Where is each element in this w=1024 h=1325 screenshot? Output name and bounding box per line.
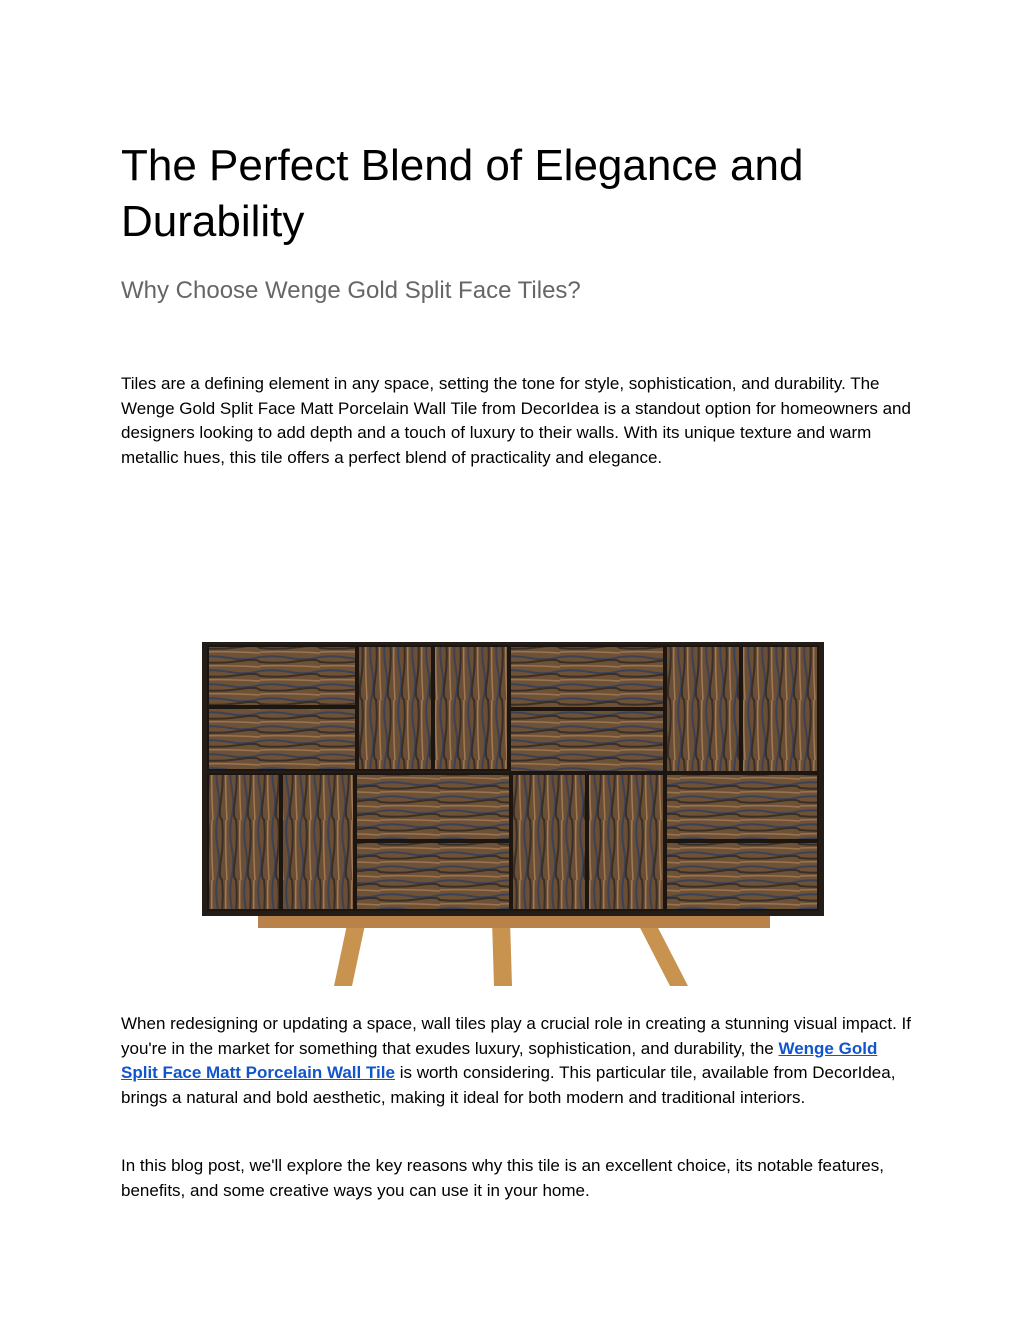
body-paragraph	[121, 1012, 911, 1110]
paragraph-text-before-link: When redesigning or updating a space, wall tiles play a crucial role in creating a stunning visual impact. If you're in the market for something that exudes luxury, sophistication, and durability, the	[121, 1014, 911, 1058]
stand-leg	[492, 920, 512, 986]
product-link[interactable]: Wenge Gold Split Face Matt Porcelain Wall Tile	[121, 1038, 878, 1082]
page-title: The Perfect Blend of Elegance and Durability	[121, 141, 804, 246]
stand-leg	[334, 920, 366, 986]
paragraph-text-after-link: is worth considering. This particular tile, available from DecorIdea, brings a natural and bold aesthetic, making it ideal for both modern and traditional interiors.	[121, 1063, 896, 1107]
stand-leg	[636, 920, 688, 986]
tile-product-image	[200, 640, 826, 988]
page-subtitle: Why Choose Wenge Gold Split Face Tiles?	[121, 277, 581, 304]
intro-paragraph: Tiles are a defining element in any space, setting the tone for style, sophistication, and durability. The Wenge Gold Split Face Matt Porcelain Wall Tile from DecorIdea is a standout option for homeowners and designers looking to add depth and a touch of luxury to their walls. With its unique texture and warm metallic hues, this tile offers a perfect blend of practicality and elegance.	[121, 374, 911, 467]
closing-paragraph: In this blog post, we'll explore the key reasons why this tile is an excellent choice, its notable features, benefits, and some creative ways you can use it in your home.	[121, 1156, 884, 1200]
